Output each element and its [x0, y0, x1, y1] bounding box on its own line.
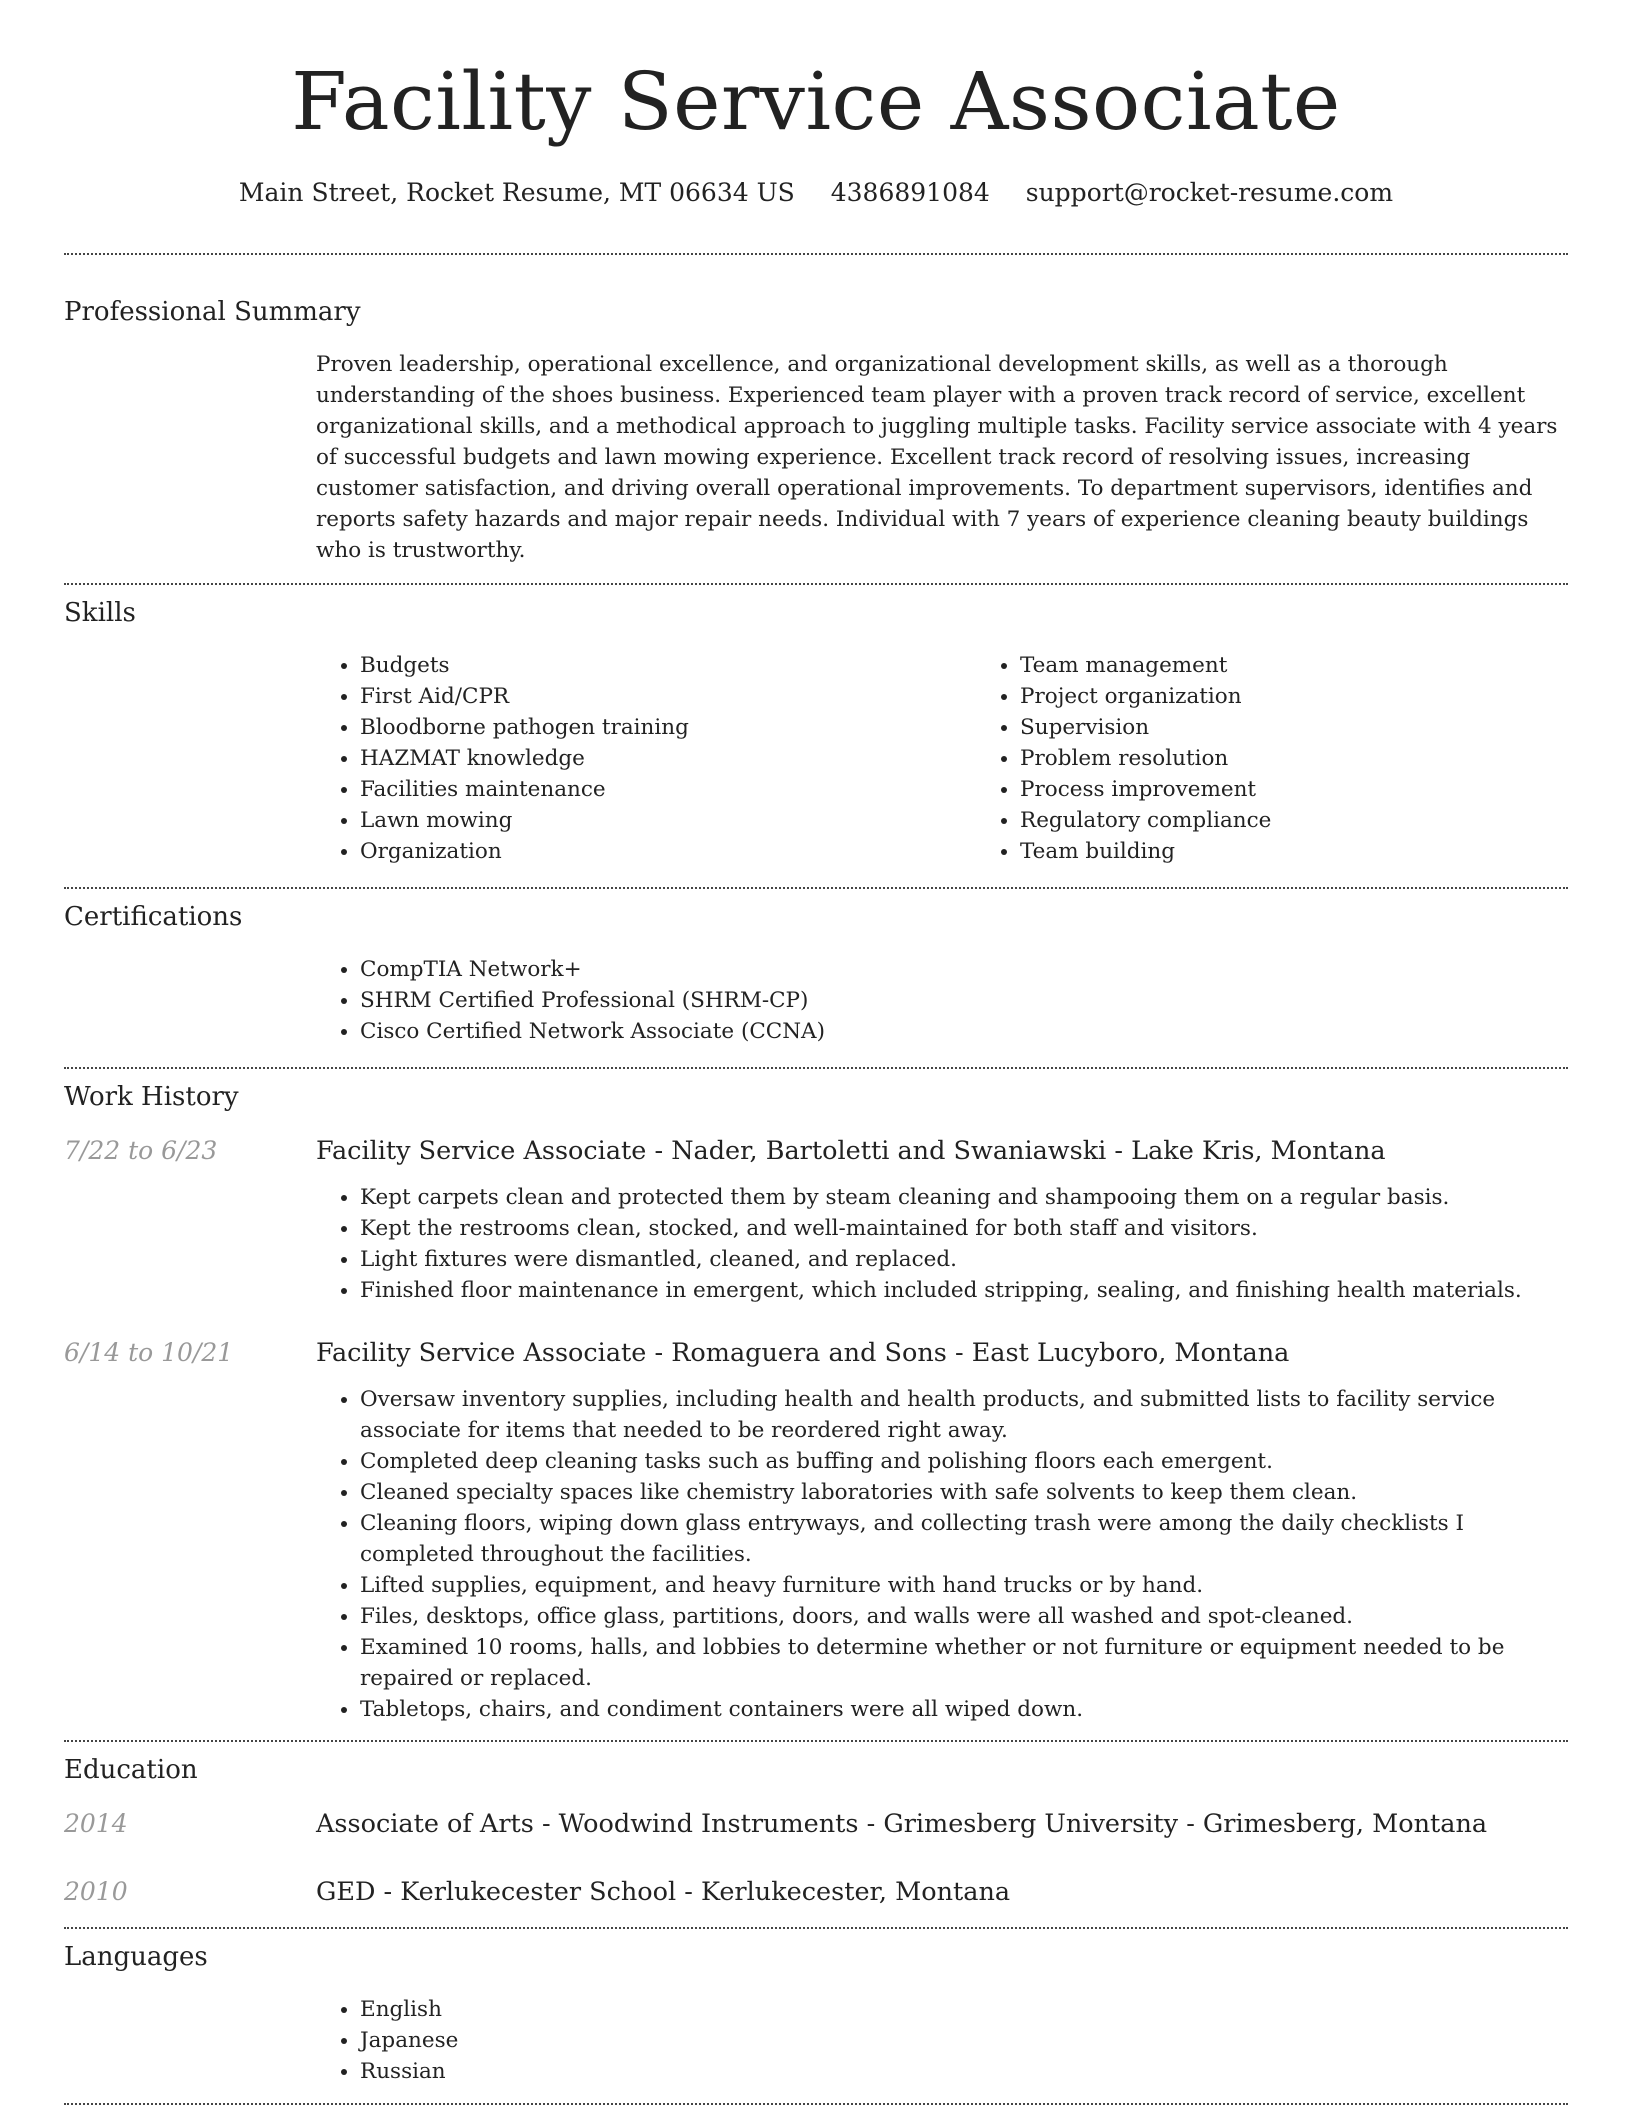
- list-item: • English: [360, 1994, 1568, 2025]
- skills-grid: [316, 650, 1568, 867]
- job-heading: Facility Service Associate - Nader, Bartoletti and Swaniawski - Lake Kris, Montana: [316, 1136, 1386, 1166]
- list-item: • Supervision: [1020, 712, 1632, 743]
- list-item: • Process improvement: [1020, 774, 1632, 805]
- skills-list-right: [976, 650, 1632, 867]
- list-item: • Russian: [360, 2056, 1568, 2087]
- list-item: • Files, desktops, office glass, partitions, doors, and walls were all washed and spot-cleaned.: [360, 1601, 1568, 1632]
- certifications-heading: Certifications: [64, 902, 243, 932]
- section-divider: [64, 1927, 1568, 1929]
- list-item: • Bloodborne pathogen training: [360, 712, 976, 743]
- work-history-heading: Work History: [64, 1082, 239, 1112]
- list-item: • Kept carpets clean and protected them by steam cleaning and shampooing them on a regular basis.: [360, 1182, 1568, 1213]
- job-dates: 7/22 to 6/23: [64, 1136, 218, 1165]
- contact-email: support@rocket-resume.com: [1025, 178, 1394, 207]
- summary-text: Proven leadership, operational excellence, and organizational development skills, as well as a thorough understanding of the shoes business. Experienced team player with a proven track record of service, excellent organizational skills, and a methodical approach to juggling multiple tasks. Facility service associate with 4 years of successful budgets and lawn mowing experience. Excellent track record of resolving issues, increasing customer satisfaction, and driving overall operational improvements. To department supervisors, identifies and reports safety hazards and major repair needs. Individual with 7 years of experience cleaning beauty buildings who is trustworthy.: [316, 352, 1558, 563]
- education-year: 2014: [64, 1809, 128, 1838]
- education-entry: [64, 1875, 1568, 1909]
- job-bullets: [316, 1384, 1568, 1725]
- education-year: 2010: [64, 1877, 128, 1906]
- certifications-section: [64, 900, 1568, 1047]
- list-item: • Completed deep cleaning tasks such as buffing and polishing floors each emergent.: [360, 1446, 1568, 1477]
- list-item: • Light fixtures were dismantled, cleaned, and replaced.: [360, 1244, 1568, 1275]
- education-section: [64, 1753, 1568, 1909]
- list-item: • Problem resolution: [1020, 743, 1632, 774]
- list-item: • Organization: [360, 836, 976, 867]
- languages-heading: Languages: [64, 1942, 208, 1972]
- list-item: • SHRM Certified Professional (SHRM-CP): [360, 985, 1568, 1016]
- list-item: • Team building: [1020, 836, 1632, 867]
- list-item: • Cleaned specialty spaces like chemistry laboratories with safe solvents to keep them clean.: [360, 1477, 1568, 1508]
- contact-line: [64, 176, 1568, 210]
- section-divider: [64, 887, 1568, 889]
- education-entry: [64, 1807, 1568, 1841]
- education-heading-line: GED - Kerlukecester School - Kerlukecester, Montana: [316, 1877, 1011, 1907]
- section-divider: [64, 1740, 1568, 1742]
- skills-heading: Skills: [64, 598, 136, 628]
- summary-heading: Professional Summary: [64, 297, 361, 327]
- languages-content: [316, 1994, 1568, 2087]
- work-history-section: [64, 1080, 1568, 1725]
- languages-section: [64, 1940, 1568, 2087]
- education-heading-line: Associate of Arts - Woodwind Instruments - Grimesberg University - Grimesberg, Montana: [316, 1809, 1488, 1839]
- list-item: • Cisco Certified Network Associate (CCNA): [360, 1016, 1568, 1047]
- summary-section: [64, 295, 1568, 566]
- list-item: • Oversaw inventory supplies, including health and health products, and submitted lists to facility service associate for items that needed to be reordered right away.: [360, 1384, 1568, 1446]
- languages-list: [316, 1994, 1568, 2087]
- section-divider: [64, 2103, 1568, 2105]
- list-item: • CompTIA Network+: [360, 954, 1568, 985]
- list-item: • HAZMAT knowledge: [360, 743, 976, 774]
- job-bullets: [316, 1182, 1568, 1306]
- list-item: • Finished floor maintenance in emergent, which included stripping, sealing, and finishing health materials.: [360, 1275, 1568, 1306]
- list-item: • Tabletops, chairs, and condiment containers were all wiped down.: [360, 1694, 1568, 1725]
- list-item: • Lifted supplies, equipment, and heavy furniture with hand trucks or by hand.: [360, 1570, 1568, 1601]
- job-dates: 6/14 to 10/21: [64, 1338, 234, 1367]
- section-divider: [64, 583, 1568, 585]
- job-entry: [64, 1336, 1568, 1370]
- job-heading: Facility Service Associate - Romaguera and Sons - East Lucyboro, Montana: [316, 1338, 1290, 1368]
- skills-section: [64, 596, 1568, 867]
- education-heading: Education: [64, 1755, 198, 1785]
- list-item: • Examined 10 rooms, halls, and lobbies to determine whether or not furniture or equipment needed to be repaired or replaced.: [360, 1632, 1568, 1694]
- candidate-name: Facility Service Associate: [291, 55, 1341, 148]
- job-details: [316, 1182, 1568, 1306]
- list-item: • Cleaning floors, wiping down glass entryways, and collecting trash were among the daily checklists I completed throughout the facilities.: [360, 1508, 1568, 1570]
- list-item: • First Aid/CPR: [360, 681, 976, 712]
- list-item: • Budgets: [360, 650, 976, 681]
- list-item: • Lawn mowing: [360, 805, 976, 836]
- contact-phone: 4386891084: [830, 178, 990, 207]
- list-item: • Japanese: [360, 2025, 1568, 2056]
- section-divider: [64, 1067, 1568, 1069]
- list-item: • Facilities maintenance: [360, 774, 976, 805]
- section-divider: [64, 253, 1568, 255]
- job-entry: [64, 1134, 1568, 1168]
- contact-address: Main Street, Rocket Resume, MT 06634 US: [238, 178, 795, 207]
- list-item: • Project organization: [1020, 681, 1632, 712]
- list-item: • Regulatory compliance: [1020, 805, 1632, 836]
- skills-list-left: [316, 650, 976, 867]
- list-item: • Team management: [1020, 650, 1632, 681]
- list-item: • Kept the restrooms clean, stocked, and well-maintained for both staff and visitors.: [360, 1213, 1568, 1244]
- job-details: [316, 1384, 1568, 1725]
- certifications-list: [316, 954, 1568, 1047]
- summary-content: [316, 349, 1568, 566]
- certifications-content: [316, 954, 1568, 1047]
